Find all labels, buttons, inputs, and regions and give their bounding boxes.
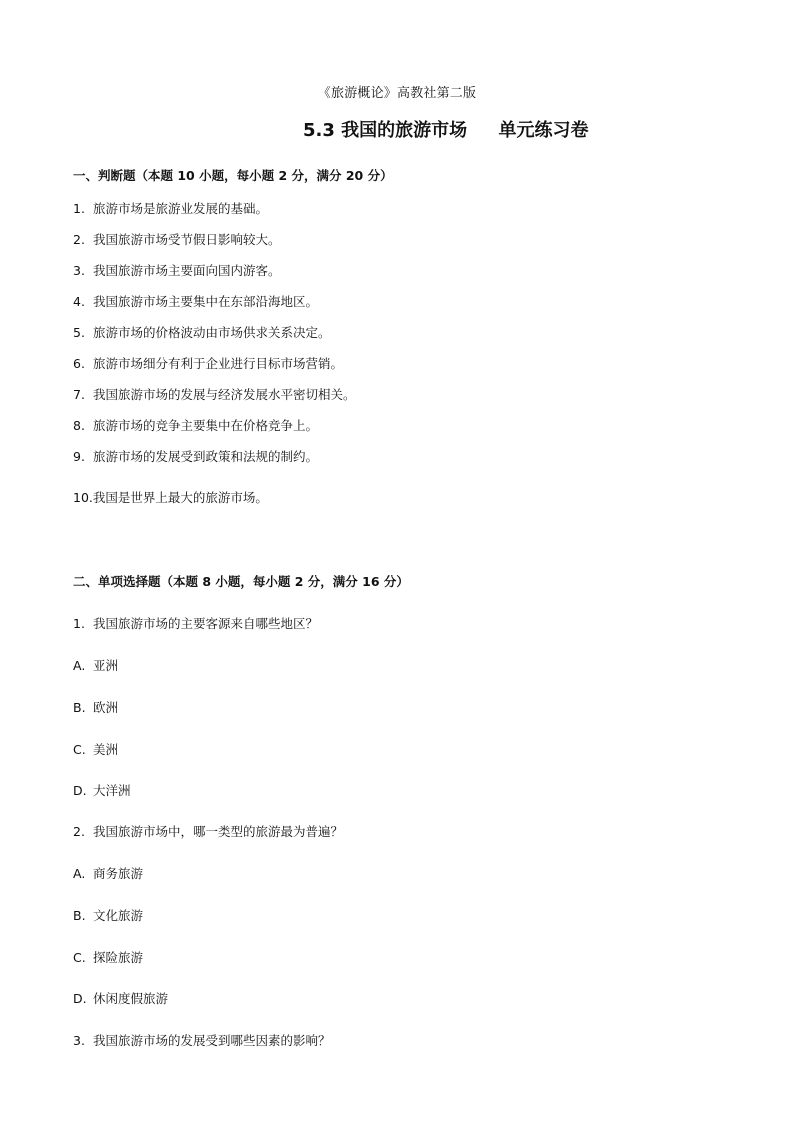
option-label: D. (73, 783, 87, 798)
question-item (73, 1031, 331, 1049)
option-text: 商务旅游 (93, 866, 144, 881)
option-text: 美洲 (93, 742, 119, 757)
question-text: 我国旅游市场主要面向国内游客。 (93, 263, 281, 278)
question-item (73, 323, 331, 341)
question-text: 旅游市场的竞争主要集中在价格竞争上。 (93, 418, 319, 433)
option-item (73, 740, 118, 758)
question-item (73, 488, 268, 506)
option-text: 文化旅游 (93, 908, 144, 923)
question-text: 旅游市场的发展受到政策和法规的制约。 (93, 449, 319, 464)
section-heading-true-false: 一、判断题（本题 10 小题，每小题 2 分，满分 20 分） (73, 168, 393, 183)
option-item (73, 948, 143, 966)
option-label: C. (73, 950, 86, 965)
option-item (73, 698, 118, 716)
question-text: 我国旅游市场的发展与经济发展水平密切相关。 (93, 387, 356, 402)
document-subtitle: 《旅游概论》高教社第二版 (317, 86, 477, 101)
question-item (73, 614, 318, 632)
question-text: 旅游市场是旅游业发展的基础。 (93, 201, 269, 216)
question-number: 5. (73, 325, 85, 340)
option-label: C. (73, 742, 86, 757)
option-text: 大洋洲 (93, 783, 131, 798)
option-label: B. (73, 908, 86, 923)
section-heading-single-choice: 二、单项选择题（本题 8 小题，每小题 2 分，满分 16 分） (73, 574, 409, 589)
question-item (73, 292, 318, 310)
option-label: D. (73, 991, 87, 1006)
question-number: 7. (73, 387, 85, 402)
option-text: 亚洲 (93, 658, 119, 673)
option-text: 欧洲 (93, 700, 119, 715)
question-number: 9. (73, 449, 85, 464)
question-text: 我国是世界上最大的旅游市场。 (92, 490, 268, 505)
question-item (73, 230, 281, 248)
option-item (73, 781, 131, 799)
question-text: 我国旅游市场受节假日影响较大。 (93, 232, 281, 247)
option-label: B. (73, 700, 86, 715)
question-number: 1. (73, 201, 85, 216)
question-number: 3. (73, 1033, 85, 1048)
question-number: 6. (73, 356, 85, 371)
question-text: 我国旅游市场的发展受到哪些因素的影响？ (93, 1033, 331, 1048)
question-item (73, 385, 356, 403)
question-item (73, 447, 318, 465)
question-item (73, 416, 318, 434)
question-text: 我国旅游市场的主要客源来自哪些地区？ (93, 616, 319, 631)
question-number: 3. (73, 263, 85, 278)
question-number: 10. (73, 490, 93, 505)
option-label: A. (73, 866, 86, 881)
option-item (73, 906, 143, 924)
option-text: 探险旅游 (93, 950, 144, 965)
question-item (73, 261, 281, 279)
question-item (73, 199, 268, 217)
option-label: A. (73, 658, 86, 673)
question-number: 2. (73, 232, 85, 247)
question-text: 旅游市场的价格波动由市场供求关系决定。 (93, 325, 331, 340)
question-text: 旅游市场细分有利于企业进行目标市场营销。 (93, 356, 344, 371)
question-text: 我国旅游市场中，哪一类型的旅游最为普遍？ (93, 824, 344, 839)
option-text: 休闲度假旅游 (93, 991, 169, 1006)
question-item (73, 354, 343, 372)
option-item (73, 864, 143, 882)
question-item (73, 822, 343, 840)
question-text: 我国旅游市场主要集中在东部沿海地区。 (93, 294, 319, 309)
option-item (73, 656, 118, 674)
question-number: 8. (73, 418, 85, 433)
question-number: 4. (73, 294, 85, 309)
question-number: 2. (73, 824, 85, 839)
question-number: 1. (73, 616, 85, 631)
option-item (73, 989, 168, 1007)
document-title: 5.3 我国的旅游市场 单元练习卷 (303, 120, 589, 141)
